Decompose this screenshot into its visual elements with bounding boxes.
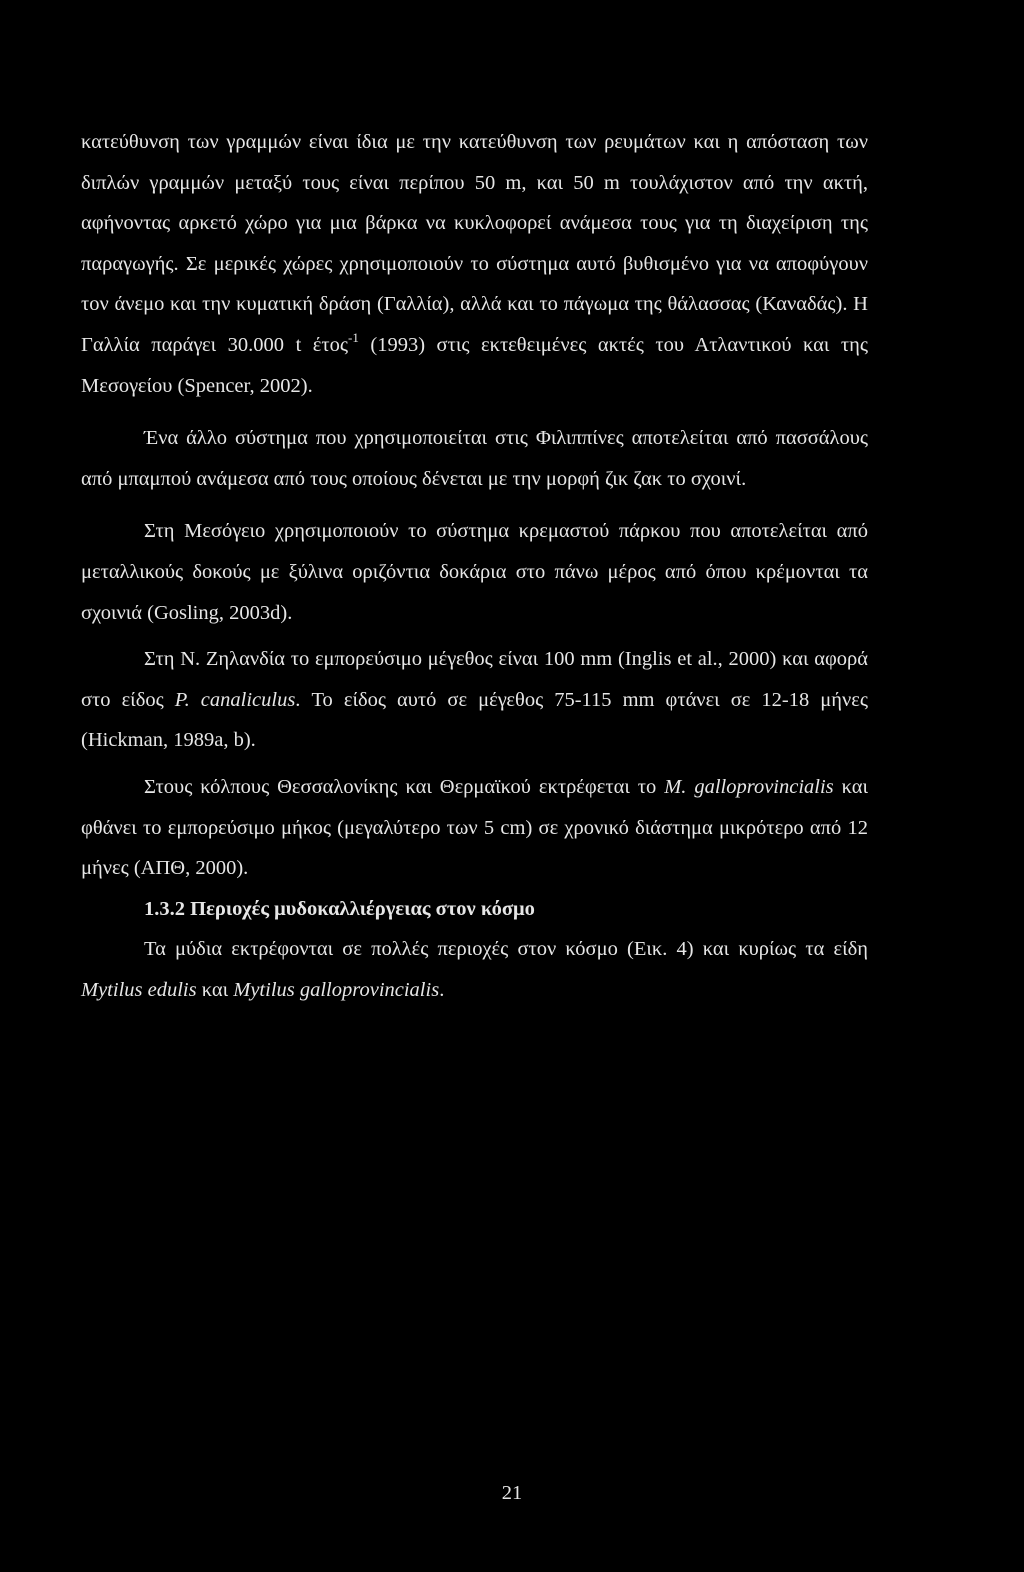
page-number: 21: [501, 1482, 523, 1504]
paragraph-6-text-mid: και: [196, 978, 234, 1001]
paragraph-2: Ένα άλλο σύστημα που χρησιμοποιείται στις Φιλιππίνες αποτελείται από πασσάλους από μπαμπού ανάμεσα από τους οποίους δένεται με την μορφή ζικ ζακ το σχοινί.: [81, 427, 868, 490]
paragraph-4-text: Στη Ν. Ζηλανδία το εμπορεύσιμο μέγεθος είναι 100 mm (Inglis et al., 2000) και αφορά στο είδος: [81, 648, 868, 711]
paragraph-3: Στη Μεσόγειο χρησιμοποιούν το σύστημα κρεμαστού πάρκου που αποτελείται από μεταλλικούς δοκούς με ξύλινα οριζόντια δοκάρια στο πάνω μέρος από όπου κρέμονται τα σχοινιά (Gosling, 2003d).: [81, 520, 868, 624]
paragraph-5-text: Στους κόλπους Θεσσαλονίκης και Θερμαϊκού εκτρέφεται το: [144, 775, 665, 798]
species-name: M. galloprovincialis: [664, 775, 834, 798]
paragraph-6-text: Τα μύδια εκτρέφονται σε πολλές περιοχές στον κόσμο (Εικ. 4) και κυρίως τα είδη: [144, 938, 868, 961]
species-name: Mytilus edulis: [81, 978, 197, 1001]
paragraph-1: [81, 122, 868, 406]
paragraph-6-text-end: .: [439, 978, 445, 1001]
section-heading: 1.3.2 Περιοχές μυδοκαλλιέργειας στον κόσμο: [144, 897, 535, 920]
paragraph-4-text-end: . Το είδος αυτό σε μέγεθος 75-115 mm φτάνει σε 12-18 μήνες (Hickman, 1989a, b).: [81, 688, 868, 752]
paragraph-1-text: κατεύθυνση των γραμμών είναι ίδια με την κατεύθυνση των ρευμάτων και η απόσταση των διπλών γραμμών μεταξύ τους είναι περίπου 50 m, και 50 m τουλάχιστον από την ακτή, αφήνοντας αρκετό χώρο για μια βάρκα να κυκλοφορεί ανάμεσα τους για τη διαχείριση της παραγωγής. Σε μερικές χώρες χρησιμοποιούν το σύστημα αυτό βυθισμένο για να αποφύγουν τον άνεμο και την κυματική δράση (Γαλλία), αλλά και το πάγωμα της θάλασσας (Καναδάς). Η Γαλλία παράγει 30.000 t έτος: [81, 131, 868, 356]
paragraph-6: [81, 929, 868, 1010]
species-name: P. canaliculus: [174, 688, 296, 711]
paragraph-4: [81, 639, 868, 761]
document-body: [81, 122, 868, 1010]
paragraph-1-text-end: (1993) στις εκτεθειμένες ακτές του Ατλαντικού και της Μεσογείου (Spencer, 2002).: [81, 333, 869, 397]
superscript: -1: [348, 329, 359, 345]
species-name: Mytilus galloprovincialis: [233, 978, 440, 1001]
paragraph-5: [81, 767, 868, 889]
paragraph-5-text-end: και φθάνει το εμπορεύσιμο μήκος (μεγαλύτερο των 5 cm) σε χρονικό διάστημα μικρότερο από 12 μήνες (ΑΠΘ, 2000).: [81, 775, 868, 880]
